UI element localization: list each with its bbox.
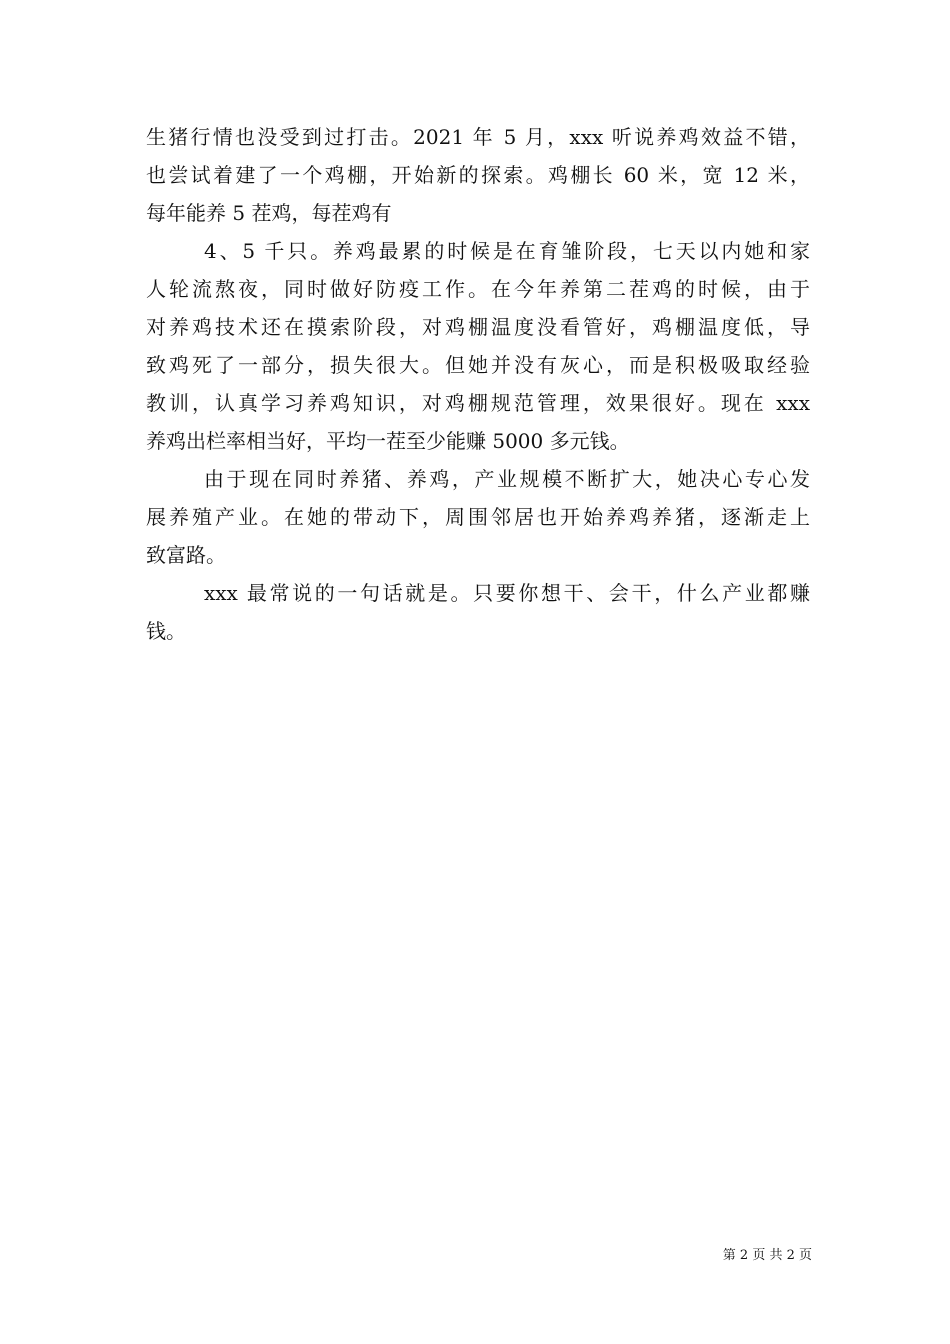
text-line: 生猪行情也没受到过打击。2021 年 5 月，xxx 听说养鸡效益不错， [146,125,810,149]
page-number-footer: 第 2 页 共 2 页 [722,1248,812,1263]
text-line: 致鸡死了一部分，损失很大。但她并没有灰心，而是积极吸取经验 [146,353,810,377]
text-line: 养鸡出栏率相当好，平均一茬至少能赚 5000 多元钱。 [146,429,630,453]
text-line: 教训，认真学习养鸡知识，对鸡棚规范管理，效果很好。现在 xxx [146,391,810,415]
text-line: 人轮流熬夜，同时做好防疫工作。在今年养第二茬鸡的时候，由于 [146,277,810,301]
text-line: 也尝试着建了一个鸡棚，开始新的探索。鸡棚长 60 米，宽 12 米， [146,163,810,187]
paragraph-first-line: 4、5 千只。养鸡最累的时候是在育雏阶段，七天以内她和家 [204,239,810,263]
text-line: 钱。 [146,619,186,643]
text-line: 致富路。 [146,543,226,567]
text-line: 对养鸡技术还在摸索阶段，对鸡棚温度没看管好，鸡棚温度低，导 [146,315,810,339]
paragraph-first-line: 由于现在同时养猪、养鸡，产业规模不断扩大，她决心专心发 [204,467,810,491]
body-text [146,118,810,650]
text-line: 每年能养 5 茬鸡，每茬鸡有 [146,201,392,225]
paragraph-first-line: xxx 最常说的一句话就是。只要你想干、会干，什么产业都赚 [204,581,810,605]
text-line: 展养殖产业。在她的带动下，周围邻居也开始养鸡养猪，逐渐走上 [146,505,810,529]
